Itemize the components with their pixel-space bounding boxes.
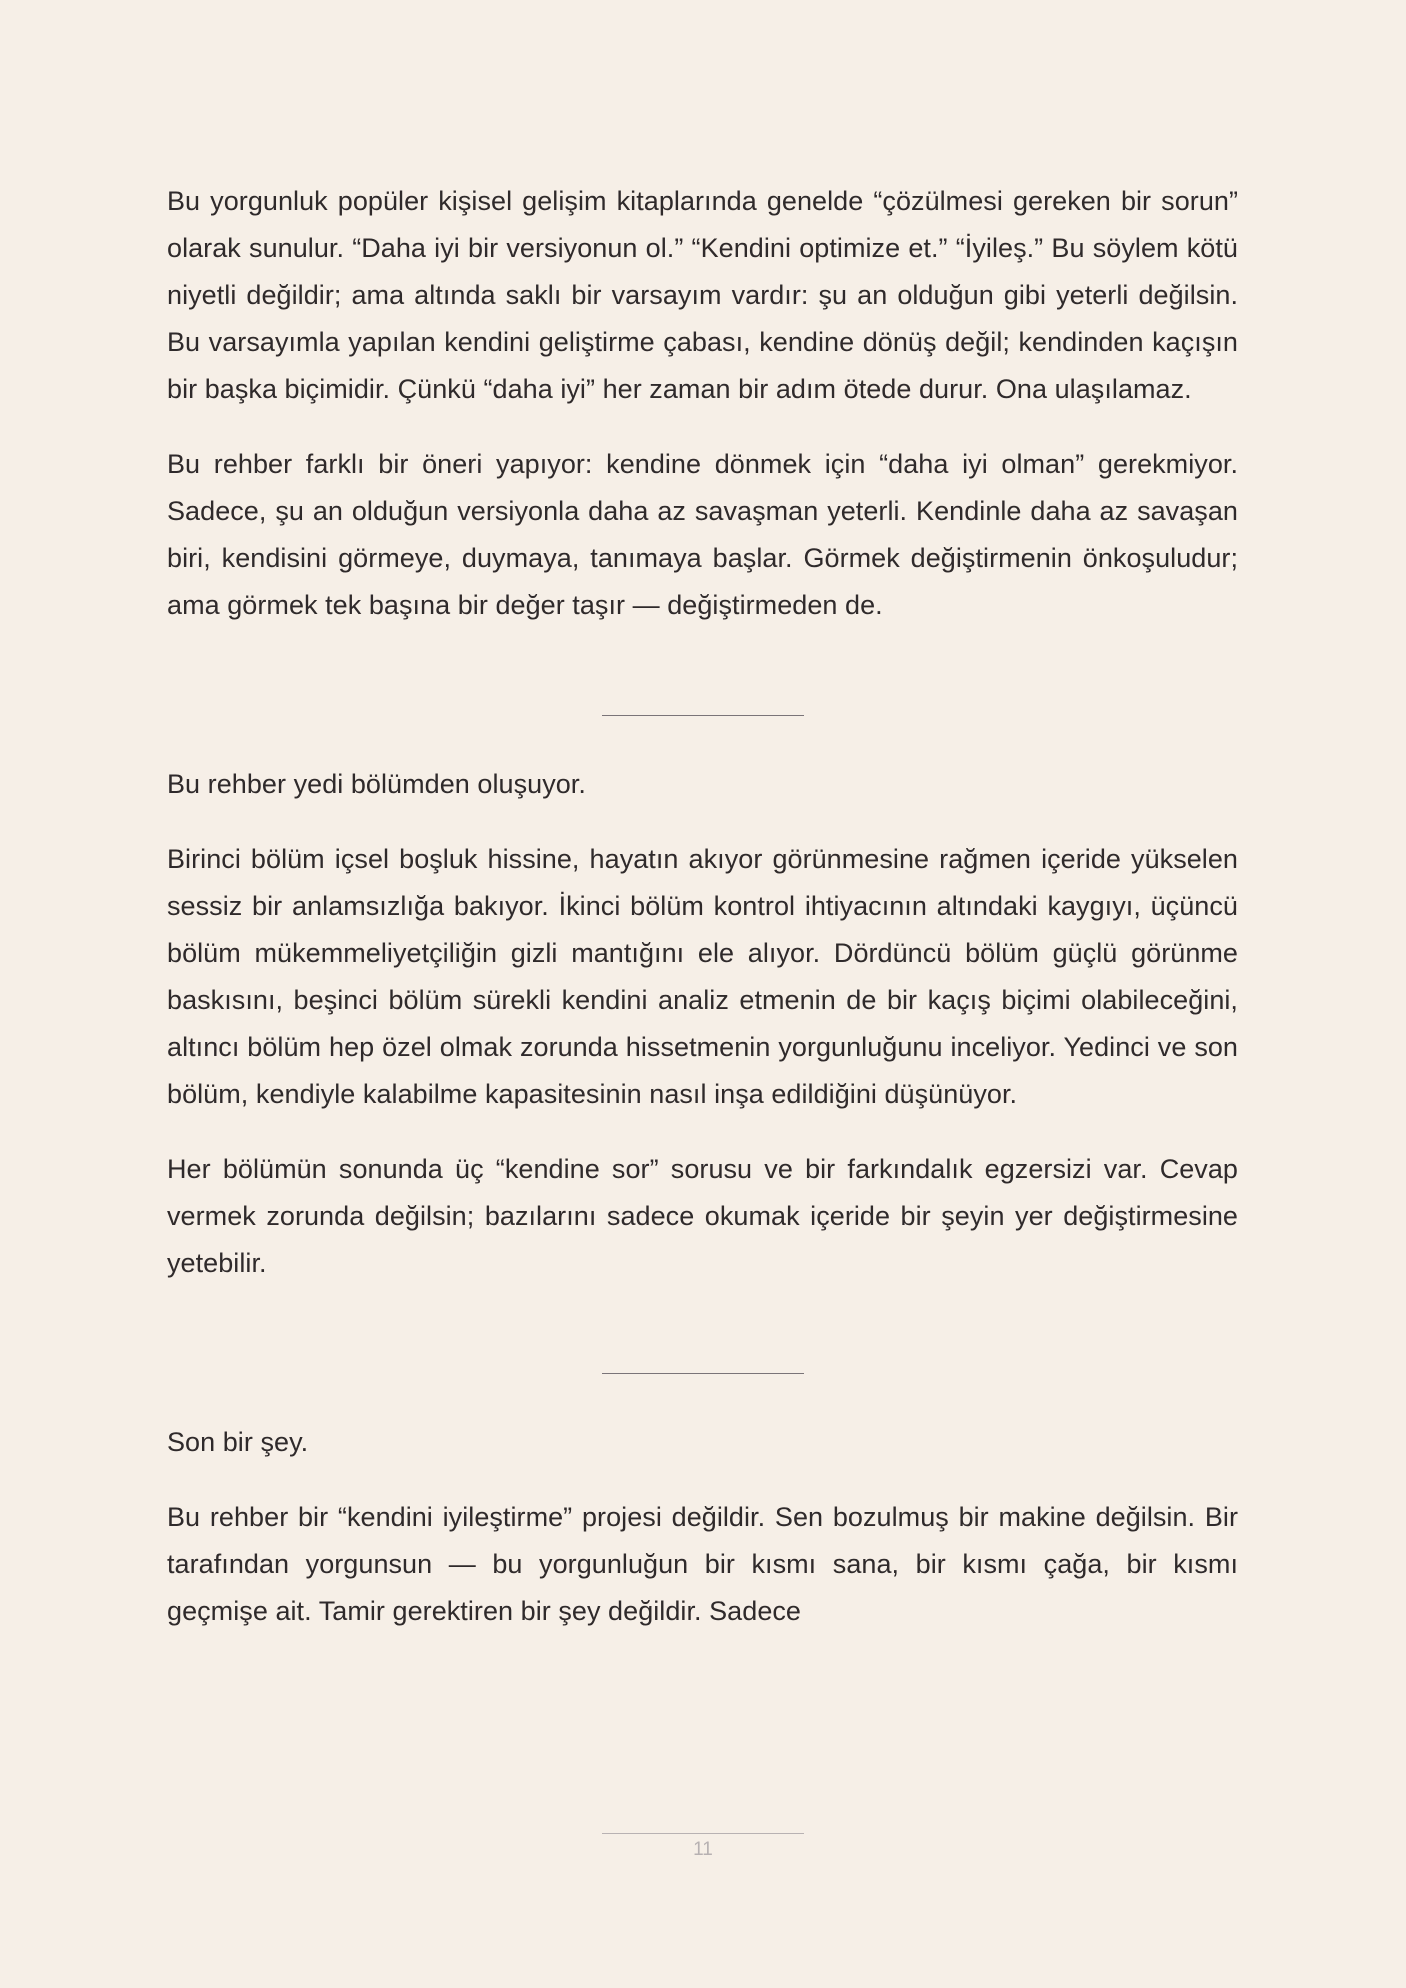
paragraph: Bu rehber yedi bölümden oluşuyor.: [167, 769, 586, 799]
paragraph: Birinci bölüm içsel boşluk hissine, hayatın akıyor görünmesine rağmen içeride yükselen sessiz bir anlamsızlığa bakıyor. İkinci bölüm kontrol ihtiyacının altındaki kaygıyı, üçüncü bölüm mükemmeliyetçiliğin gizli mantığını ele alıyor. Dördüncü bölüm güçlü görünme baskısını, beşinci bölüm sürekli kendini analiz etmenin de bir kaçış biçimi olabileceğini, altıncı bölüm hep özel olmak zorunda hissetmenin yorgunluğunu inceliyor. Yedinci ve son bölüm, kendiyle kalabilme kapasitesinin nasıl inşa edildiğini düşünüyor.: [167, 844, 1238, 1109]
paragraph: Bu rehber farklı bir öneri yapıyor: kendine dönmek için “daha iyi olman” gerekmiyor. Sadece, şu an olduğun versiyonla daha az savaşman yeterli. Kendinle daha az savaşan biri, kendisini görmeye, duymaya, tanımaya başlar. Görmek değiştirmenin önkoşuludur; ama görmek tek başına bir değer taşır — değiştirmeden de.: [167, 449, 1238, 620]
paragraph: Her bölümün sonunda üç “kendine sor” sorusu ve bir farkındalık egzersizi var. Cevap vermek zorunda değilsin; bazılarını sadece okumak içeride bir şeyin yer değiştirmesine yetebilir.: [167, 1154, 1238, 1278]
page-content: [167, 178, 1238, 1663]
paragraph: Bu rehber bir “kendini iyileştirme” projesi değildir. Sen bozulmuş bir makine değilsin. Bir tarafından yorgunsun — bu yorgunluğun bir kısmı sana, bir kısmı çağa, bir kısmı geçmişe ait. Tamir gerektiren bir şey değildir. Sadece: [167, 1502, 1238, 1626]
paragraph: Son bir şey.: [167, 1427, 309, 1457]
footer-rule: [602, 1833, 804, 1834]
paragraph: Bu yorgunluk popüler kişisel gelişim kitaplarında genelde “çözülmesi gereken bir sorun” olarak sunulur. “Daha iyi bir versiyonun ol.” “Kendini optimize et.” “İyileş.” Bu söylem kötü niyetli değildir; ama altında saklı bir varsayım vardır: şu an olduğun gibi yeterli değilsin. Bu varsayımla yapılan kendini geliştirme çabası, kendine dönüş değil; kendinden kaçışın bir başka biçimidir. Çünkü “daha iyi” her zaman bir adım ötede durur. Ona ulaşılamaz.: [167, 186, 1238, 404]
page-number: 11: [693, 1839, 713, 1860]
